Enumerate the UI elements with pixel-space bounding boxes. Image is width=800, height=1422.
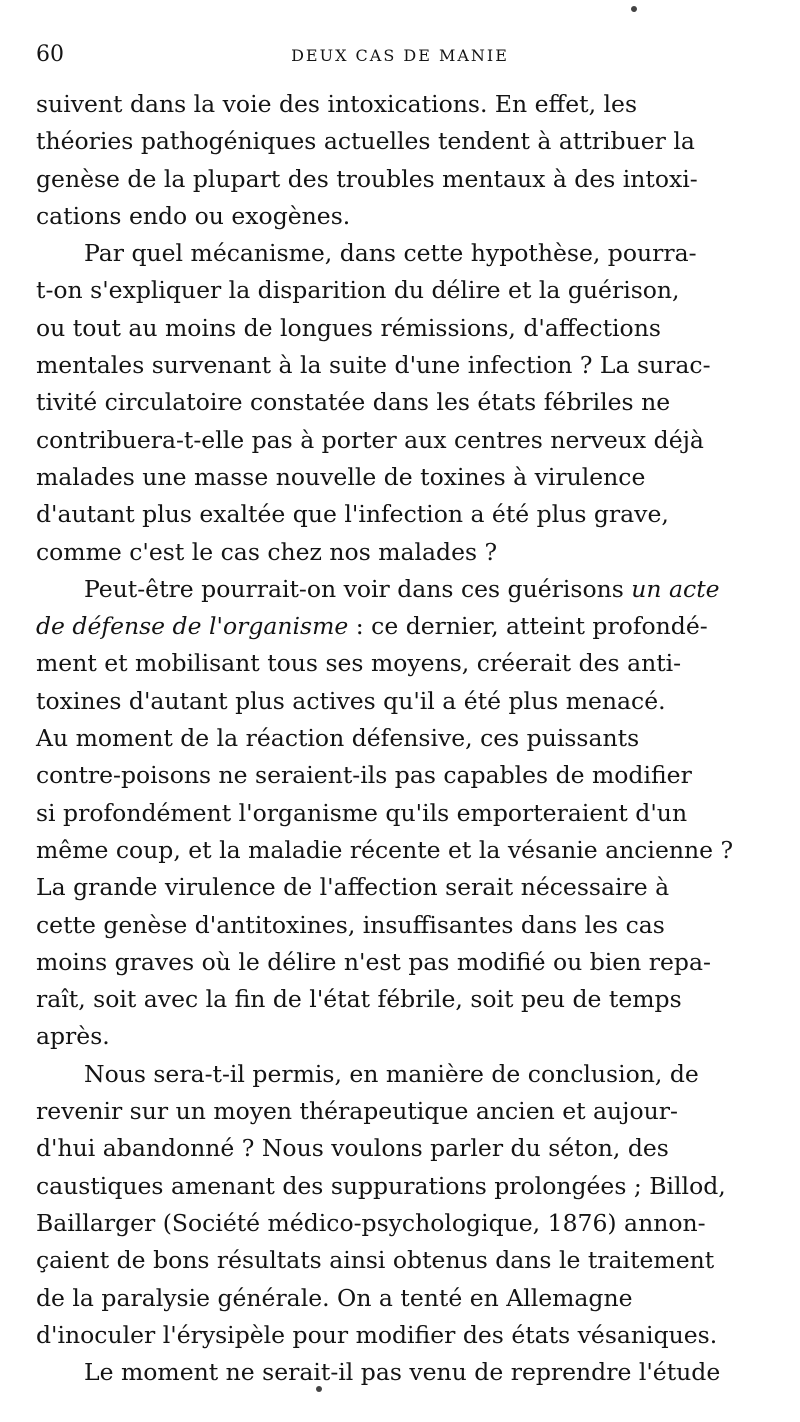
text-line: Au moment de la réaction défensive, ces puissants bbox=[36, 724, 640, 753]
text-line: Par quel mécanisme, dans cette hypothèse, pourra- bbox=[84, 239, 697, 268]
paragraph-1 bbox=[36, 86, 758, 235]
text-line: mentales survenant à la suite d'une infection ? La surac- bbox=[36, 351, 711, 380]
italic-text: de défense de l'organisme bbox=[36, 612, 349, 641]
text-line: ou tout au moins de longues rémissions, d'affections bbox=[36, 313, 661, 342]
text-line: comme c'est le cas chez nos malades ? bbox=[36, 537, 498, 566]
text-run: : ce dernier, atteint profondé- bbox=[348, 612, 708, 641]
text-line: tivité circulatoire constatée dans les états fébriles ne bbox=[36, 388, 671, 417]
ink-spot bbox=[631, 6, 637, 12]
italic-text: un acte bbox=[631, 574, 720, 603]
text-line: La grande virulence de l'affection serait nécessaire à bbox=[36, 873, 670, 902]
text-run: Peut-être pourrait-on voir dans ces guérisons bbox=[84, 574, 632, 603]
text-line: moins graves où le délire n'est pas modifié ou bien repa- bbox=[36, 947, 711, 976]
text-line: après. bbox=[36, 1022, 110, 1051]
text-line: contribuera-t-elle pas à porter aux centres nerveux déjà bbox=[36, 425, 704, 454]
text-line: revenir sur un moyen thérapeutique ancien et aujour- bbox=[36, 1097, 678, 1126]
text-line: Le moment ne serait-il pas venu de reprendre l'étude bbox=[84, 1358, 721, 1387]
text-line: genèse de la plupart des troubles mentaux à des intoxi- bbox=[36, 164, 698, 193]
text-line: si profondément l'organisme qu'ils emporteraient d'un bbox=[36, 798, 688, 827]
text-line: suivent dans la voie des intoxications. En effet, les bbox=[36, 90, 638, 118]
text-line: contre-poisons ne seraient-ils pas capables de modifier bbox=[36, 761, 692, 790]
text-line: ment et mobilisant tous ses moyens, créerait des anti- bbox=[36, 649, 682, 678]
text-line: caustiques amenant des suppurations prolongées ; Billod, bbox=[36, 1171, 726, 1200]
text-line: Nous sera-t-il permis, en manière de conclusion, de bbox=[84, 1059, 699, 1088]
paragraph-4 bbox=[36, 1056, 758, 1392]
text-line: même coup, et la maladie récente et la vésanie ancienne ? bbox=[36, 835, 734, 864]
text-line: cette genèse d'antitoxines, insuffisantes dans les cas bbox=[36, 910, 665, 939]
text-line: d'autant plus exaltée que l'infection a été plus grave, bbox=[36, 500, 669, 529]
body-text bbox=[36, 86, 758, 1391]
text-line: théories pathogéniques actuelles tendent à attribuer la bbox=[36, 127, 695, 156]
ink-spot bbox=[316, 1386, 322, 1392]
text-line: raît, soit avec la fin de l'état fébrile, soit peu de temps bbox=[36, 985, 682, 1014]
running-title: DEUX CAS DE MANIE bbox=[291, 46, 509, 65]
text-line: d'hui abandonné ? Nous voulons parler du séton, des bbox=[36, 1134, 669, 1163]
text-line bbox=[36, 608, 758, 645]
paragraph-2 bbox=[36, 235, 758, 571]
text-line: cations endo ou exogènes. bbox=[36, 201, 351, 230]
text-line: d'inoculer l'érysipèle pour modifier des états vésaniques. bbox=[36, 1320, 718, 1349]
page-number: 60 bbox=[36, 42, 64, 67]
text-line bbox=[36, 571, 758, 608]
text-line: çaient de bons résultats ainsi obtenus dans le traitement bbox=[36, 1246, 715, 1275]
paragraph-3 bbox=[36, 571, 758, 1056]
text-line: t-on s'expliquer la disparition du délire et la guérison, bbox=[36, 276, 680, 305]
text-line: Baillarger (Société médico-psychologique, 1876) annon- bbox=[36, 1208, 706, 1237]
text-line: toxines d'autant plus actives qu'il a été plus menacé. bbox=[36, 686, 666, 715]
text-line: malades une masse nouvelle de toxines à virulence bbox=[36, 462, 646, 491]
text-line: de la paralysie générale. On a tenté en Allemagne bbox=[36, 1283, 633, 1312]
